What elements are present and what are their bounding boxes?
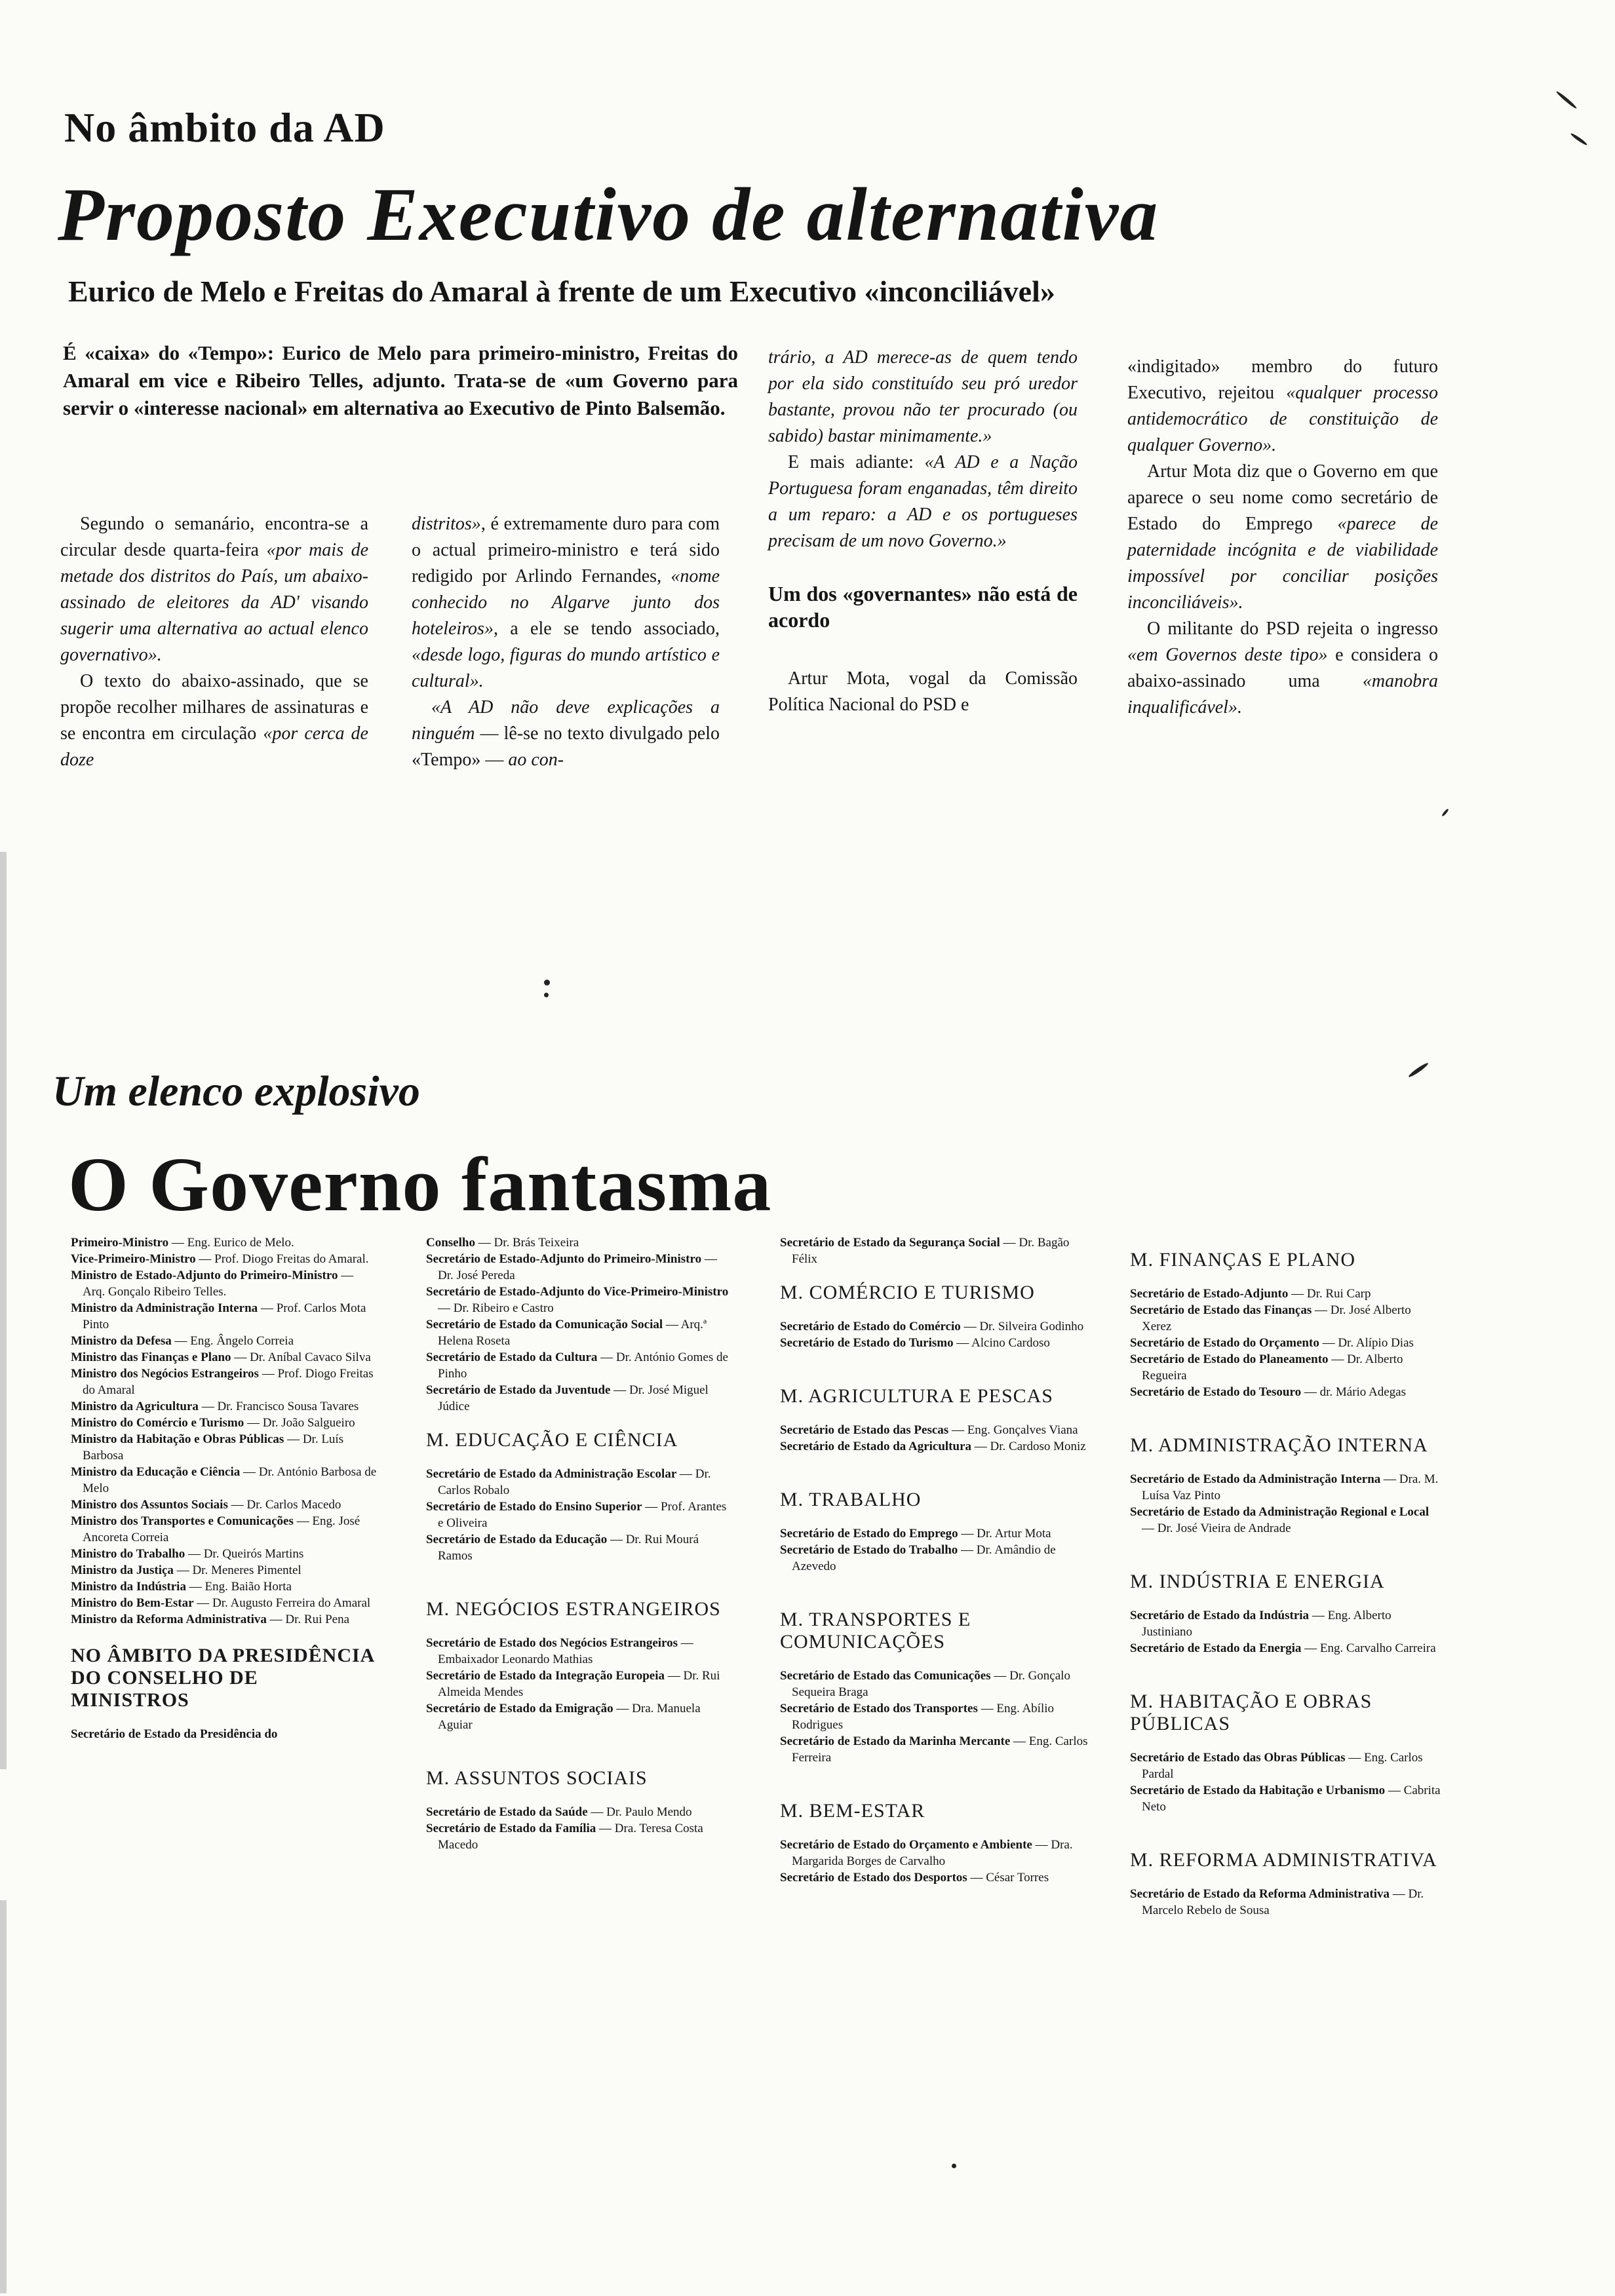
government-col1 (71, 1234, 378, 1742)
spacer (1130, 1656, 1442, 1676)
ministries-list (780, 1282, 1089, 1905)
list-entry (1130, 1335, 1442, 1351)
post-title: Secretário de Estado da Indústria (1130, 1609, 1310, 1622)
quote-run: «manobra inqualificável». (1127, 671, 1438, 718)
post-title: Conselho (426, 1236, 475, 1250)
holder-name: — Embaixador Leonardo Mathias (438, 1636, 693, 1666)
government-col2 (426, 1234, 734, 1873)
quote-run: «qualquer processo antidemocrático de constituição de qualquer Governo». (1127, 383, 1438, 455)
presidency-list-cont (426, 1234, 734, 1415)
list-entry (1130, 1302, 1442, 1335)
quote-run: «desde logo, figuras do mundo artístico e cultural». (412, 645, 720, 691)
holder-name: — Dr. António Gomes de Pinho (438, 1350, 728, 1381)
list-entry (1130, 1607, 1442, 1640)
presidency-heading: NO ÂMBITO DA PRESIDÊNCIA DO CONSELHO DE MINISTROS (71, 1645, 374, 1711)
holder-name: — Dr. Carlos Macedo (227, 1498, 341, 1512)
list-entry (426, 1804, 734, 1820)
post-title: Ministro dos Transportes e Comunicações (71, 1514, 294, 1528)
holder-name: — Dr. António Barbosa de Melo (83, 1465, 377, 1495)
scan-mark (1408, 1062, 1430, 1079)
holder-name: — Dr. Rui Pena (266, 1613, 350, 1626)
holder-name: — Prof. Diogo Freitas do Amaral. (195, 1252, 369, 1266)
government-col4 (1130, 1234, 1442, 1938)
holder-name: — Dr. Paulo Mendo (587, 1805, 692, 1819)
scan-edge (0, 1900, 7, 2293)
spacer (426, 1853, 734, 1873)
list-entry (426, 1531, 734, 1564)
holder-name: — Eng. Baião Horta (185, 1580, 292, 1594)
list-entry (426, 1820, 734, 1853)
post-title: Secretário de Estado da Família (426, 1822, 596, 1835)
post-title: Secretário de Estado da Integração Europeia (426, 1669, 665, 1683)
post-title: Ministro da Administração Interna (71, 1301, 258, 1315)
spacer (1130, 1400, 1442, 1420)
holder-name: — Dra. Manuela Aguiar (438, 1702, 701, 1732)
post-title: Secretário de Estado do Orçamento (1130, 1336, 1319, 1350)
post-title: Secretário de Estado-Adjunto do Vice-Primeiro-Ministro (426, 1285, 729, 1299)
list-entry (426, 1349, 734, 1382)
holder-name: — Eng. Abílio Rodrigues (792, 1702, 1055, 1732)
ministry-heading: M. INDÚSTRIA E ENERGIA (1130, 1571, 1385, 1592)
scan-mark (1441, 808, 1449, 816)
holder-name: — Dra. Margarida Borges de Carvalho (792, 1838, 1073, 1868)
col1-paragraph-1 (60, 511, 368, 668)
text-run: — lê-se no texto divulgado pelo «Tempo» — (412, 723, 720, 770)
quote-run: «por cerca de doze (60, 723, 368, 770)
list-entry (780, 1542, 1089, 1575)
list-entry (780, 1668, 1089, 1700)
list-entry (1130, 1886, 1442, 1919)
post-title: Ministro da Educação e Ciência (71, 1465, 241, 1479)
holder-name: — Dr. Luís Barbosa (83, 1432, 344, 1463)
list-entry (426, 1234, 734, 1251)
holder-name: — Eng. Gonçalves Viana (948, 1423, 1078, 1437)
ministry-heading: M. TRANSPORTES E COMUNICAÇÕES (780, 1609, 971, 1653)
list-entry (71, 1398, 378, 1415)
quote-run: «parece de paternidade incógnita e de viabilidade impossível por conciliar posições inconciliáveis». (1127, 514, 1438, 613)
spacer (1130, 1919, 1442, 1938)
holder-name: — Dr. Bagão Félix (792, 1236, 1070, 1266)
text-run: , a ele se tendo associado, (493, 619, 720, 639)
list-entry (71, 1251, 378, 1267)
post-title: Ministro da Agricultura (71, 1400, 199, 1413)
list-entry (71, 1333, 378, 1349)
list-entry (780, 1335, 1089, 1351)
spacer (426, 1564, 734, 1584)
holder-name: — Prof. Arantes e Oliveira (438, 1500, 727, 1530)
list-entry (71, 1267, 378, 1300)
scan-edge (0, 852, 7, 1769)
list-entry (71, 1234, 378, 1251)
list-entry (780, 1700, 1089, 1733)
article1-col2 (412, 511, 720, 773)
ministry-heading: M. HABITAÇÃO E OBRAS PÚBLICAS (1130, 1691, 1372, 1734)
government-col3 (780, 1234, 1089, 1905)
post-title: Secretário de Estado da Administração Regional e Local (1130, 1505, 1430, 1519)
post-title: Secretário de Estado do Tesouro (1130, 1385, 1302, 1399)
col3-paragraph-1: trário, a AD merece-as de quem tendo por ela sido constituído seu pró uredor bastante, provou não ter procurado (ou sabido) bastar minimamente.» (768, 347, 1078, 446)
holder-name: — Cabrita Neto (1142, 1784, 1441, 1814)
col4-paragraph-2 (1127, 459, 1438, 616)
post-title: Secretário de Estado-Adjunto do Primeiro-Ministro (426, 1252, 702, 1266)
holder-name: — Dr. Alberto Regueira (1142, 1352, 1403, 1383)
list-entry (780, 1422, 1089, 1438)
holder-name: — Eng. Eurico de Melo. (168, 1236, 294, 1250)
list-entry (426, 1316, 734, 1349)
post-title: Secretário de Estado das Finanças (1130, 1303, 1312, 1317)
post-title: Secretário de Estado da Cultura (426, 1350, 598, 1364)
text-run: «indigitado» membro do futuro Executivo, rejeitou (1127, 356, 1438, 403)
post-title: Secretário de Estado da Presidência do (71, 1727, 278, 1741)
holder-name: — Arq. Gonçalo Ribeiro Telles. (83, 1269, 354, 1299)
list-entry (426, 1668, 734, 1700)
post-title: Secretário de Estado da Segurança Social (780, 1236, 1000, 1250)
list-entry (1130, 1504, 1442, 1537)
col3-paragraph-3: Artur Mota, vogal da Comissão Política Nacional do PSD e (768, 668, 1078, 715)
list-entry (71, 1349, 378, 1366)
list-entry (1130, 1384, 1442, 1400)
spacer (780, 1766, 1089, 1786)
ministry-heading: M. COMÉRCIO E TURISMO (780, 1282, 1035, 1303)
list-entry (71, 1464, 378, 1497)
holder-name: — César Torres (967, 1871, 1049, 1885)
post-title: Secretário de Estado da Energia (1130, 1641, 1302, 1655)
ministry-heading: M. AGRICULTURA E PESCAS (780, 1385, 1053, 1407)
list-entry (780, 1837, 1089, 1869)
lead-text: É «caixa» do «Tempo»: Eurico de Melo para primeiro-ministro, Freitas do Amaral em vice e Ribeiro Telles, adjunto. Trata-se de «um Governo para servir o «interesse nacional» em alternativa ao Executivo de Pinto Balsemão. (63, 341, 738, 419)
post-title: Secretário de Estado do Ensino Superior (426, 1500, 642, 1514)
post-title: Secretário de Estado das Obras Públicas (1130, 1751, 1346, 1765)
social-list-cont (780, 1234, 1089, 1267)
spacer (426, 1733, 734, 1753)
list-entry (1130, 1286, 1442, 1302)
list-entry (780, 1234, 1089, 1267)
list-entry (71, 1497, 378, 1513)
post-title: Primeiro-Ministro (71, 1236, 169, 1250)
list-entry (71, 1513, 378, 1546)
scan-mark (544, 993, 549, 997)
post-title: Secretário de Estado-Adjunto (1130, 1287, 1289, 1301)
post-title: Ministro do Bem-Estar (71, 1596, 194, 1610)
list-entry (426, 1499, 734, 1531)
spacer (780, 1455, 1089, 1474)
post-title: Secretário de Estado do Comércio (780, 1320, 961, 1333)
post-title: Secretário de Estado dos Desportos (780, 1871, 967, 1885)
list-entry (71, 1562, 378, 1578)
article1-col4 (1127, 354, 1438, 721)
holder-name: — Prof. Carlos Mota Pinto (83, 1301, 366, 1331)
post-title: Secretário de Estado do Orçamento e Ambiente (780, 1838, 1032, 1852)
post-title: Secretário de Estado da Juventude (426, 1383, 611, 1397)
post-title: Secretário de Estado das Comunicações (780, 1669, 991, 1683)
list-entry (426, 1382, 734, 1415)
list-entry (426, 1284, 734, 1316)
holder-name: — Dr. Carlos Robalo (438, 1467, 711, 1497)
holder-name: — Dr. Augusto Ferreira do Amaral (193, 1596, 371, 1610)
list-entry (1130, 1351, 1442, 1384)
list-entry (780, 1733, 1089, 1766)
post-title: Secretário de Estado da Agricultura (780, 1440, 972, 1453)
article1-lead (63, 339, 738, 422)
text-run: O militante do PSD rejeita o ingresso (1147, 619, 1438, 639)
post-title: Secretário de Estado do Turismo (780, 1336, 954, 1350)
spacer (780, 1351, 1089, 1371)
post-title: Ministro da Defesa (71, 1334, 172, 1348)
post-title: Secretário de Estado do Planeamento (1130, 1352, 1329, 1366)
post-title: Vice-Primeiro-Ministro (71, 1252, 196, 1266)
post-title: Secretário de Estado da Saúde (426, 1805, 588, 1819)
text-run: Artur Mota diz que o Governo em que aparece o seu nome como secretário de Estado do Emprego (1127, 461, 1438, 534)
holder-name: — Dr. José Miguel Júdice (438, 1383, 709, 1413)
spacer (1130, 1537, 1442, 1556)
article1-col3 (768, 345, 1078, 718)
list-entry (426, 1466, 734, 1499)
post-title: Ministro da Reforma Administrativa (71, 1613, 267, 1626)
holder-name: — Dr. Aníbal Cavaco Silva (231, 1350, 371, 1364)
post-title: Secretário de Estado das Pescas (780, 1423, 949, 1437)
holder-name: — Dr. Rui Mourá Ramos (438, 1533, 699, 1563)
article1-kicker: No âmbito da AD (64, 104, 385, 151)
text-run: O texto do abaixo-assinado, que se propõe recolher milhares de assinaturas e se encontra em circulação (60, 671, 368, 744)
ministry-heading: M. TRABALHO (780, 1489, 922, 1510)
list-entry (71, 1415, 378, 1431)
holder-name: — Dr. José Alberto Xerez (1142, 1303, 1411, 1333)
post-title: Ministro dos Negócios Estrangeiros (71, 1367, 259, 1381)
text-run: , é extremamente duro para com o actual primeiro-ministro e terá sido redigido por Arlindo Fernandes, (412, 514, 720, 586)
post-title: Secretário de Estado da Comunicação Social (426, 1318, 663, 1331)
post-title: Secretário de Estado da Administração Escolar (426, 1467, 677, 1481)
holder-name: — Dr. Marcelo Rebelo de Sousa (1142, 1887, 1424, 1917)
ministry-heading: M. BEM-ESTAR (780, 1800, 925, 1822)
scan-mark (952, 2164, 956, 2168)
quote-run: «A AD e a Nação Portuguesa foram enganadas, têm direito a um reparo: a AD e os portugueses precisam de um novo Governo.» (768, 452, 1078, 551)
crosshead: Um dos «governantes» não está de acordo (768, 582, 1078, 632)
quote-run: distritos» (412, 514, 481, 534)
post-title: Secretário de Estado da Marinha Mercante (780, 1734, 1011, 1748)
quote-run: «por mais de metade dos distritos do País, um abaixo-assinado de eleitores da AD' visando sugerir uma alternativa ao actual elenco governativo». (60, 540, 368, 665)
post-title: Secretário de Estado da Reforma Administrativa (1130, 1887, 1390, 1901)
holder-name: — Eng. Ângelo Correia (171, 1334, 294, 1348)
list-entry (426, 1700, 734, 1733)
list-entry (780, 1318, 1089, 1335)
ministry-heading: M. REFORMA ADMINISTRATIVA (1130, 1849, 1437, 1871)
col2-paragraph-2 (412, 695, 720, 773)
holder-name: — Dr. Meneres Pimentel (173, 1563, 302, 1577)
text-run: E mais adiante: (788, 452, 925, 472)
holder-name: — Dra. M. Luísa Vaz Pinto (1142, 1472, 1439, 1502)
spacer (780, 1886, 1089, 1905)
list-entry (1130, 1640, 1442, 1656)
ministry-heading: M. ASSUNTOS SOCIAIS (426, 1767, 648, 1789)
list-entry (1130, 1782, 1442, 1815)
holder-name: — Dra. Teresa Costa Macedo (438, 1822, 703, 1852)
list-entry (71, 1431, 378, 1464)
col1-paragraph-2 (60, 668, 368, 773)
list-entry (1130, 1750, 1442, 1782)
post-title: Ministro da Indústria (71, 1580, 186, 1594)
col4-paragraph-3 (1127, 616, 1438, 721)
col4-paragraph-1 (1127, 354, 1438, 459)
article1-subhead: Eurico de Melo e Freitas do Amaral à frente de um Executivo «inconciliável» (68, 275, 1055, 308)
holder-name: — Dr. Rui Carp (1288, 1287, 1371, 1301)
ministry-heading: M. EDUCAÇÃO E CIÊNCIA (426, 1429, 678, 1451)
holder-name: — Prof. Diogo Freitas do Amaral (83, 1367, 374, 1397)
list-entry (780, 1525, 1089, 1542)
ministries-list (1130, 1249, 1442, 1938)
holder-name: — dr. Mário Adegas (1301, 1385, 1406, 1399)
post-title: Secretário de Estado dos Negócios Estrangeiros (426, 1636, 678, 1650)
post-title: Ministro do Comércio e Turismo (71, 1416, 244, 1430)
list-entry (71, 1300, 378, 1333)
holder-name: — Dr. Ribeiro e Castro (438, 1301, 554, 1315)
list-entry (426, 1635, 734, 1668)
list-entry (780, 1869, 1089, 1886)
post-title: Secretário de Estado da Emigração (426, 1702, 613, 1715)
list-entry (71, 1611, 378, 1628)
list-entry (71, 1366, 378, 1398)
holder-name: — Dr. Cardoso Moniz (971, 1440, 1086, 1453)
holder-name: — Dr. Silveira Godinho (960, 1320, 1084, 1333)
post-title: Secretário de Estado dos Transportes (780, 1702, 978, 1715)
list-entry (780, 1438, 1089, 1455)
holder-name: — Dr. Amândio de Azevedo (792, 1543, 1056, 1573)
post-title: Ministro das Finanças e Plano (71, 1350, 231, 1364)
post-title: Ministro do Trabalho (71, 1547, 185, 1561)
text-run: Segundo o semanário, encontra-se a circular desde quarta-feira (60, 514, 368, 560)
article1-col1 (60, 511, 368, 773)
scan-mark (544, 980, 550, 985)
post-title: Secretário de Estado da Educação (426, 1533, 608, 1546)
holder-name: — Dr. Queirós Martins (185, 1547, 304, 1561)
holder-name: — Eng. Alberto Justiniano (1142, 1609, 1391, 1639)
article1-headline: Proposto Executivo de alternativa (58, 173, 1159, 257)
spacer (1130, 1815, 1442, 1835)
spacer (780, 1575, 1089, 1594)
article2-kicker: Um elenco explosivo (52, 1067, 420, 1115)
holder-name: — Dr. Rui Almeida Mendes (438, 1669, 720, 1699)
holder-name: — Dr. Brás Teixeira (475, 1236, 579, 1250)
post-title: Secretário de Estado da Administração Interna (1130, 1472, 1381, 1486)
post-title: Ministro de Estado-Adjunto do Primeiro-Ministro (71, 1269, 338, 1282)
post-title: Ministro da Justiça (71, 1563, 174, 1577)
ministers-list (71, 1234, 378, 1628)
quote-run: ao con- (508, 750, 564, 770)
ministries-list (426, 1429, 734, 1873)
holder-name: — Arq.ª Helena Roseta (438, 1318, 707, 1348)
ministry-heading: M. NEGÓCIOS ESTRANGEIROS (426, 1598, 721, 1620)
col3-paragraph-2 (768, 450, 1078, 554)
post-title: Secretário de Estado do Trabalho (780, 1543, 958, 1557)
holder-name: — Eng. Carvalho Carreira (1301, 1641, 1436, 1655)
list-entry (1130, 1471, 1442, 1504)
list-entry (71, 1726, 378, 1742)
holder-name: — Dr. Gonçalo Sequeira Braga (792, 1669, 1070, 1699)
holder-name: — Dr. Alípio Dias (1319, 1336, 1414, 1350)
holder-name: — Eng. Carlos Pardal (1142, 1751, 1423, 1781)
col2-paragraph-1 (412, 511, 720, 695)
holder-name: — Dr. José Pereda (438, 1252, 717, 1282)
article2-headline: O Governo fantasma (68, 1141, 772, 1227)
ministry-heading: M. FINANÇAS E PLANO (1130, 1249, 1356, 1271)
holder-name: — Eng. Carlos Ferreira (792, 1734, 1088, 1765)
scan-mark (1555, 90, 1578, 110)
holder-name: — Eng. José Ancoreta Correia (83, 1514, 360, 1544)
holder-name: — Dr. José Vieira de Andrade (1142, 1521, 1291, 1535)
post-title: Ministro da Habitação e Obras Públicas (71, 1432, 284, 1446)
list-entry (71, 1595, 378, 1611)
presidency-list (71, 1726, 378, 1742)
quote-run: «em Governos deste tipo» (1127, 645, 1328, 665)
text-run: e considera o abaixo-assinado uma (1127, 645, 1439, 691)
holder-name: — Dr. Francisco Sousa Tavares (198, 1400, 359, 1413)
holder-name: — Dr. Artur Mota (958, 1527, 1051, 1540)
post-title: Ministro dos Assuntos Sociais (71, 1498, 228, 1512)
holder-name: — Dr. João Salgueiro (244, 1416, 355, 1430)
list-entry (71, 1578, 378, 1595)
holder-name: — Alcino Cardoso (953, 1336, 1050, 1350)
ministry-heading: M. ADMINISTRAÇÃO INTERNA (1130, 1434, 1428, 1456)
post-title: Secretário de Estado do Emprego (780, 1527, 958, 1540)
quote-run: «nome conhecido no Algarve junto dos hoteleiros» (412, 566, 720, 639)
quote-run: «A AD não deve explicações a ninguém (412, 697, 720, 744)
list-entry (426, 1251, 734, 1284)
list-entry (71, 1546, 378, 1562)
post-title: Secretário de Estado da Habitação e Urbanismo (1130, 1784, 1386, 1797)
scan-mark (1570, 132, 1587, 146)
